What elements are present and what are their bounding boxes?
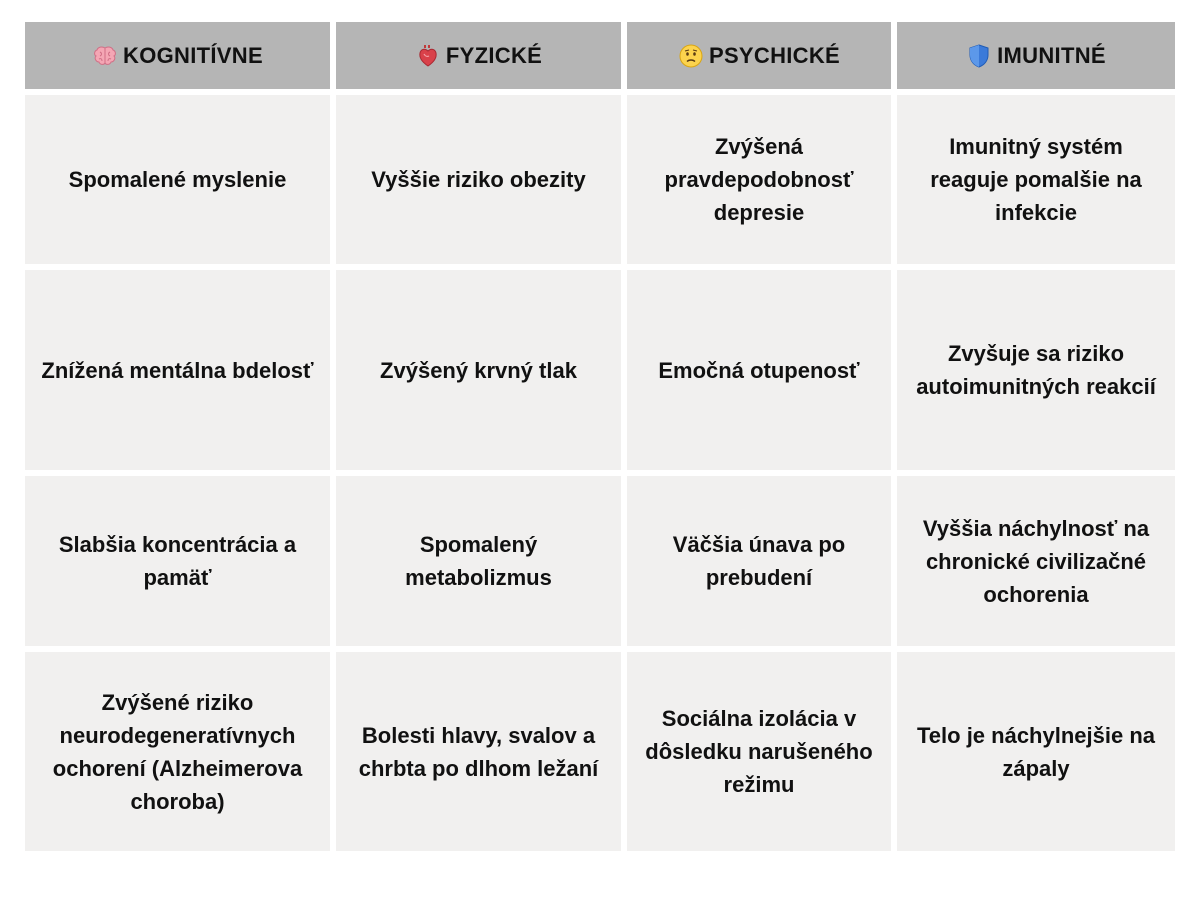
header-immune [897, 22, 1175, 89]
table-cell: Vyššia náchylnosť na chronické civilizačné ochorenia [897, 476, 1175, 646]
table-cell: Znížená mentálna bdelosť [25, 270, 330, 470]
table-cell: Spomalené myslenie [25, 95, 330, 264]
table-cell: Sociálna izolácia v dôsledku narušeného režimu [627, 652, 891, 851]
header-physical [336, 22, 621, 89]
table-cell: Bolesti hlavy, svalov a chrbta po dlhom ležaní [336, 652, 621, 851]
worried-face-icon [678, 43, 704, 69]
table-cell: Zvýšený krvný tlak [336, 270, 621, 470]
heart-icon [415, 43, 441, 69]
table-cell: Spomalený metabolizmus [336, 476, 621, 646]
header-psychological [627, 22, 891, 89]
shield-icon [966, 43, 992, 69]
table-cell: Zvýšená pravdepodobnosť depresie [627, 95, 891, 264]
table-cell: Emočná otupenosť [627, 270, 891, 470]
header-label: KOGNITÍVNE [123, 42, 263, 68]
table-cell: Slabšia koncentrácia a pamäť [25, 476, 330, 646]
brain-icon [92, 43, 118, 69]
table-cell: Väčšia únava po prebudení [627, 476, 891, 646]
header-label: IMUNITNÉ [997, 42, 1106, 68]
table-cell: Vyššie riziko obezity [336, 95, 621, 264]
table-cell: Zvýšené riziko neurodegeneratívnych ochorení (Alzheimerova choroba) [25, 652, 330, 851]
table-cell: Telo je náchylnejšie na zápaly [897, 652, 1175, 851]
header-label: PSYCHICKÉ [708, 42, 841, 68]
header-cognitive [25, 22, 330, 89]
effects-table [25, 22, 1175, 851]
header-label: FYZICKÉ [445, 42, 543, 68]
table-cell: Zvyšuje sa riziko autoimunitných reakcií [897, 270, 1175, 470]
table-cell: Imunitný systém reaguje pomalšie na infekcie [897, 95, 1175, 264]
